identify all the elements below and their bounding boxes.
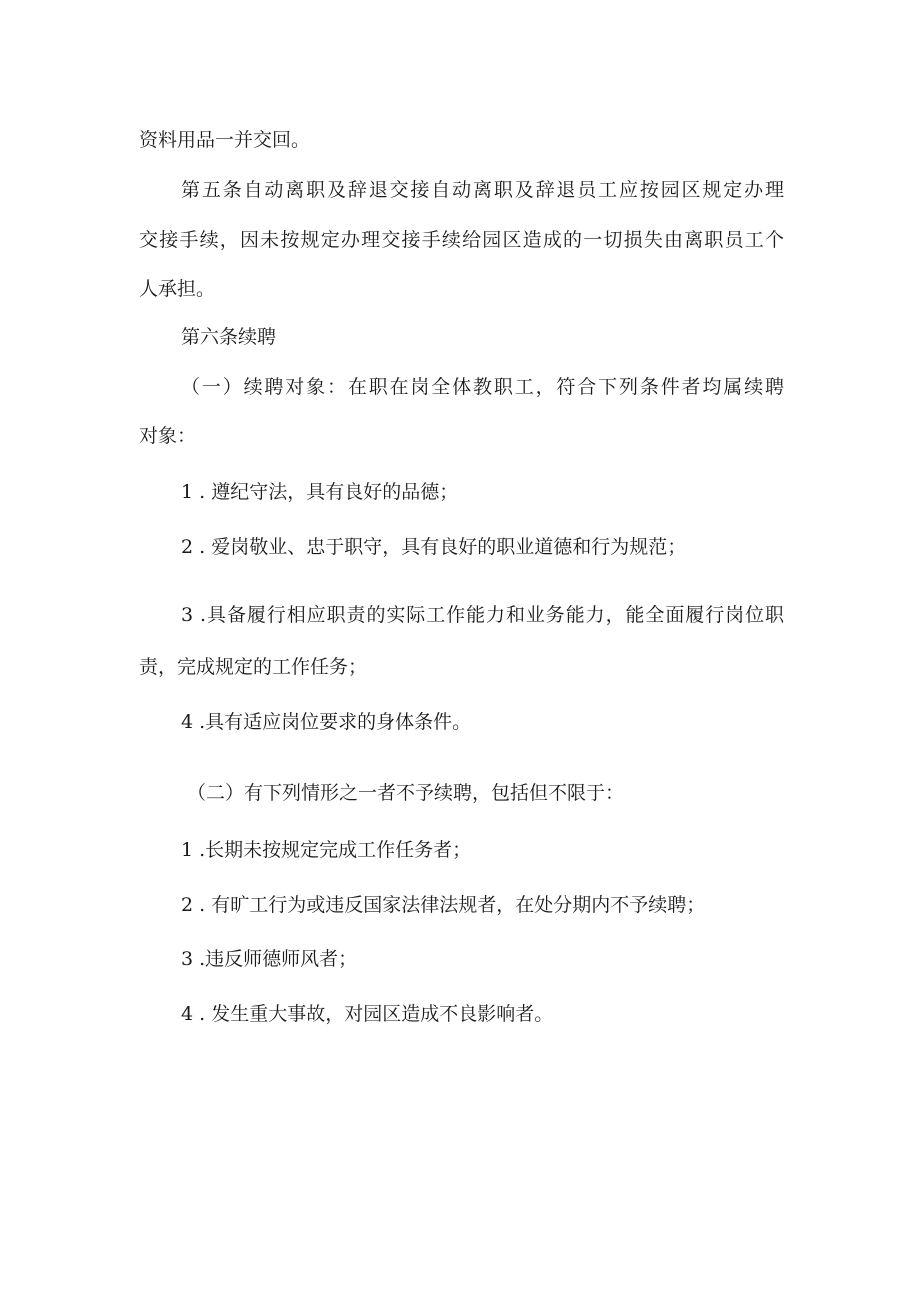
condition-1: 1 . 遵纪守法，具有良好的品德；	[181, 481, 459, 503]
exclusion-4: 4 . 发生重大事故，对园区造成不良影响者。	[181, 1003, 554, 1025]
exclusion-3: 3 .违反师德师风者；	[181, 948, 358, 970]
article-5-line-3: 人承担。	[139, 278, 216, 300]
text-line-1: 资料用品一并交回。	[139, 129, 311, 151]
exclusion-1: 1 .长期未按规定完成工作任务者；	[181, 839, 472, 861]
section-1-line-2: 对象：	[139, 425, 197, 447]
article-5-line-2: 交接手续，因未按规定办理交接手续给园区造成的一切损失由离职员工个	[139, 229, 784, 251]
condition-3-line-2: 责，完成规定的工作任务；	[139, 656, 368, 678]
section-2-heading: （二）有下列情形之一者不予续聘，包括但不限于：	[187, 782, 625, 804]
section-1-line-1: （一）续聘对象：在职在岗全体教职工，符合下列条件者均属续聘	[181, 376, 784, 398]
condition-4: 4 .具有适应岗位要求的身体条件。	[181, 711, 472, 733]
condition-2: 2 . 爱岗敬业、忠于职守，具有良好的职业道德和行为规范；	[181, 536, 687, 558]
exclusion-2: 2 . 有旷工行为或违反国家法律法规者，在处分期内不予续聘；	[181, 894, 706, 916]
condition-3-line-1: 3 .具备履行相应职责的实际工作能力和业务能力，能全面履行岗位职	[181, 604, 784, 626]
article-6-heading: 第六条续聘	[181, 326, 277, 348]
article-5-line-1: 第五条自动离职及辞退交接自动离职及辞退员工应按园区规定办理	[181, 179, 784, 201]
